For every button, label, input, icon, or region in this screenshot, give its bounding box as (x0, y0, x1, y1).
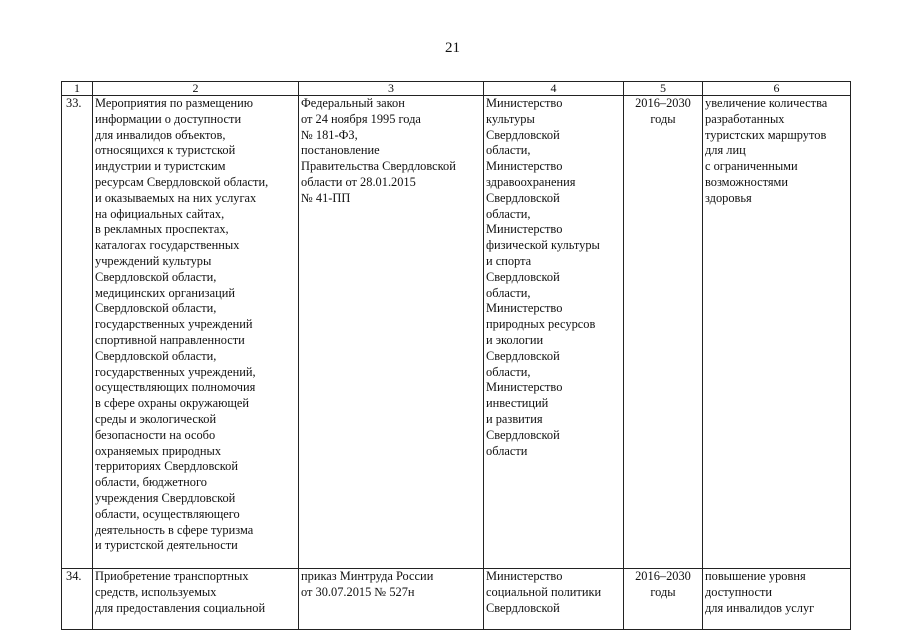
cell-line: годы (650, 584, 676, 599)
period-cell (624, 569, 703, 630)
measure-cell (93, 96, 299, 569)
cell-line: Мероприятия по размещению (95, 96, 253, 110)
cell-line: относящихся к туристской (95, 143, 236, 158)
cell-line: Министерство (486, 301, 563, 316)
header-cell: 3 (299, 82, 484, 96)
cell-line: охраняемых природных (95, 443, 222, 458)
cell-line: повышение уровня (705, 569, 806, 583)
cell-line: 2016–2030 (635, 96, 691, 110)
cell-line: Приобретение транспортных (95, 569, 249, 583)
cell-line: Министерство (486, 380, 563, 395)
cell-line: для инвалидов объектов, (95, 127, 226, 142)
cell-line: и развития (486, 411, 543, 426)
cell-line: здоровья (705, 190, 752, 205)
cell-line: области, (486, 143, 531, 158)
cell-line: учреждения Свердловской (95, 490, 236, 505)
table-row (62, 96, 851, 569)
cell-line: области, (486, 364, 531, 379)
result-cell (703, 569, 851, 630)
cell-line: области (486, 443, 528, 458)
cell-line: Министерство (486, 569, 563, 583)
cell-line: годы (650, 111, 676, 126)
period-cell (624, 96, 703, 569)
cell-line: Министерство (486, 222, 563, 237)
cell-line: Свердловской (486, 190, 560, 205)
table-header-row (62, 82, 851, 96)
table-row (62, 569, 851, 630)
cell-line: возможностями (705, 174, 789, 189)
cell-line: Свердловской (486, 127, 560, 142)
header-cell: 1 (62, 82, 93, 96)
cell-line: здравоохранения (486, 174, 576, 189)
cell-line: Свердловской области, (95, 301, 217, 316)
cell-line: спортивной направленности (95, 332, 245, 347)
legal-basis-cell (299, 569, 484, 630)
cell-line: в сфере охраны окружающей (95, 396, 250, 411)
responsible-cell (484, 96, 624, 569)
cell-line: деятельность в сфере туризма (95, 522, 254, 537)
cell-line: области от 28.01.2015 (301, 174, 416, 189)
cell-line: безопасности на особо (95, 427, 216, 442)
cell-line: Свердловской (486, 348, 560, 363)
cell-line: № 181-ФЗ, (301, 127, 358, 142)
cell-line: инвестиций (486, 396, 549, 411)
result-cell (703, 96, 851, 569)
cell-line: на официальных сайтах, (95, 206, 225, 221)
page-number: 21 (445, 40, 460, 56)
cell-line: Министерство (486, 96, 563, 110)
cell-line: природных ресурсов (486, 317, 596, 332)
cell-line: Правительства Свердловской (301, 159, 456, 174)
row-number: 33. (62, 96, 93, 569)
cell-line: Свердловской (486, 427, 560, 442)
cell-line: социальной политики (486, 584, 602, 599)
cell-line: от 30.07.2015 № 527н (301, 584, 415, 599)
cell-line: постановление (301, 143, 380, 158)
cell-line: медицинских организаций (95, 285, 235, 300)
cell-line: среды и экологической (95, 411, 217, 426)
legal-basis-cell (299, 96, 484, 569)
header-cell: 4 (484, 82, 624, 96)
cell-line: территориях Свердловской (95, 459, 238, 474)
cell-line: № 41-ПП (301, 190, 351, 205)
header-cell: 5 (624, 82, 703, 96)
cell-line: учреждений культуры (95, 253, 212, 268)
cell-line: области, (486, 285, 531, 300)
cell-line: осуществляющих полномочия (95, 380, 256, 395)
cell-line: области, осуществляющего (95, 506, 240, 521)
measures-table (61, 81, 851, 630)
cell-line: увеличение количества (705, 96, 828, 110)
cell-line: в рекламных проспектах, (95, 222, 229, 237)
cell-line: и экологии (486, 332, 544, 347)
cell-line: средств, используемых (95, 584, 217, 599)
responsible-cell (484, 569, 624, 630)
cell-line: культуры (486, 111, 535, 126)
cell-line: туристских маршрутов (705, 127, 827, 142)
cell-line: Федеральный закон (301, 96, 405, 110)
cell-line: Свердловской (486, 600, 560, 615)
cell-line: Свердловской области, (95, 269, 217, 284)
measure-cell (93, 569, 299, 630)
cell-line: с ограниченными (705, 159, 798, 174)
cell-line: и оказываемых на них услугах (95, 190, 257, 205)
cell-line: Министерство (486, 159, 563, 174)
cell-line: области, бюджетного (95, 475, 207, 490)
cell-line: государственных учреждений, (95, 364, 256, 379)
cell-line: доступности (705, 584, 773, 599)
header-cell: 2 (93, 82, 299, 96)
cell-line: Свердловской (486, 269, 560, 284)
cell-line: ресурсам Свердловской области, (95, 174, 269, 189)
cell-line: и туристской деятельности (95, 538, 238, 553)
header-cell: 6 (703, 82, 851, 96)
cell-line: разработанных (705, 111, 785, 126)
cell-line: информации о доступности (95, 111, 242, 126)
cell-line: для лиц (705, 143, 746, 158)
cell-line: каталогах государственных (95, 238, 240, 253)
cell-line: области, (486, 206, 531, 221)
cell-line: приказ Минтруда России (301, 569, 434, 583)
cell-line: индустрии и туристским (95, 159, 226, 174)
row-number: 34. (62, 569, 93, 630)
cell-line: и спорта (486, 253, 532, 268)
cell-line: государственных учреждений (95, 317, 253, 332)
cell-line: физической культуры (486, 238, 600, 253)
cell-line: 2016–2030 (635, 569, 691, 583)
cell-line: для предоставления социальной (95, 600, 266, 615)
cell-line: Свердловской области, (95, 348, 217, 363)
cell-line: от 24 ноября 1995 года (301, 111, 421, 126)
cell-line: для инвалидов услуг (705, 600, 815, 615)
